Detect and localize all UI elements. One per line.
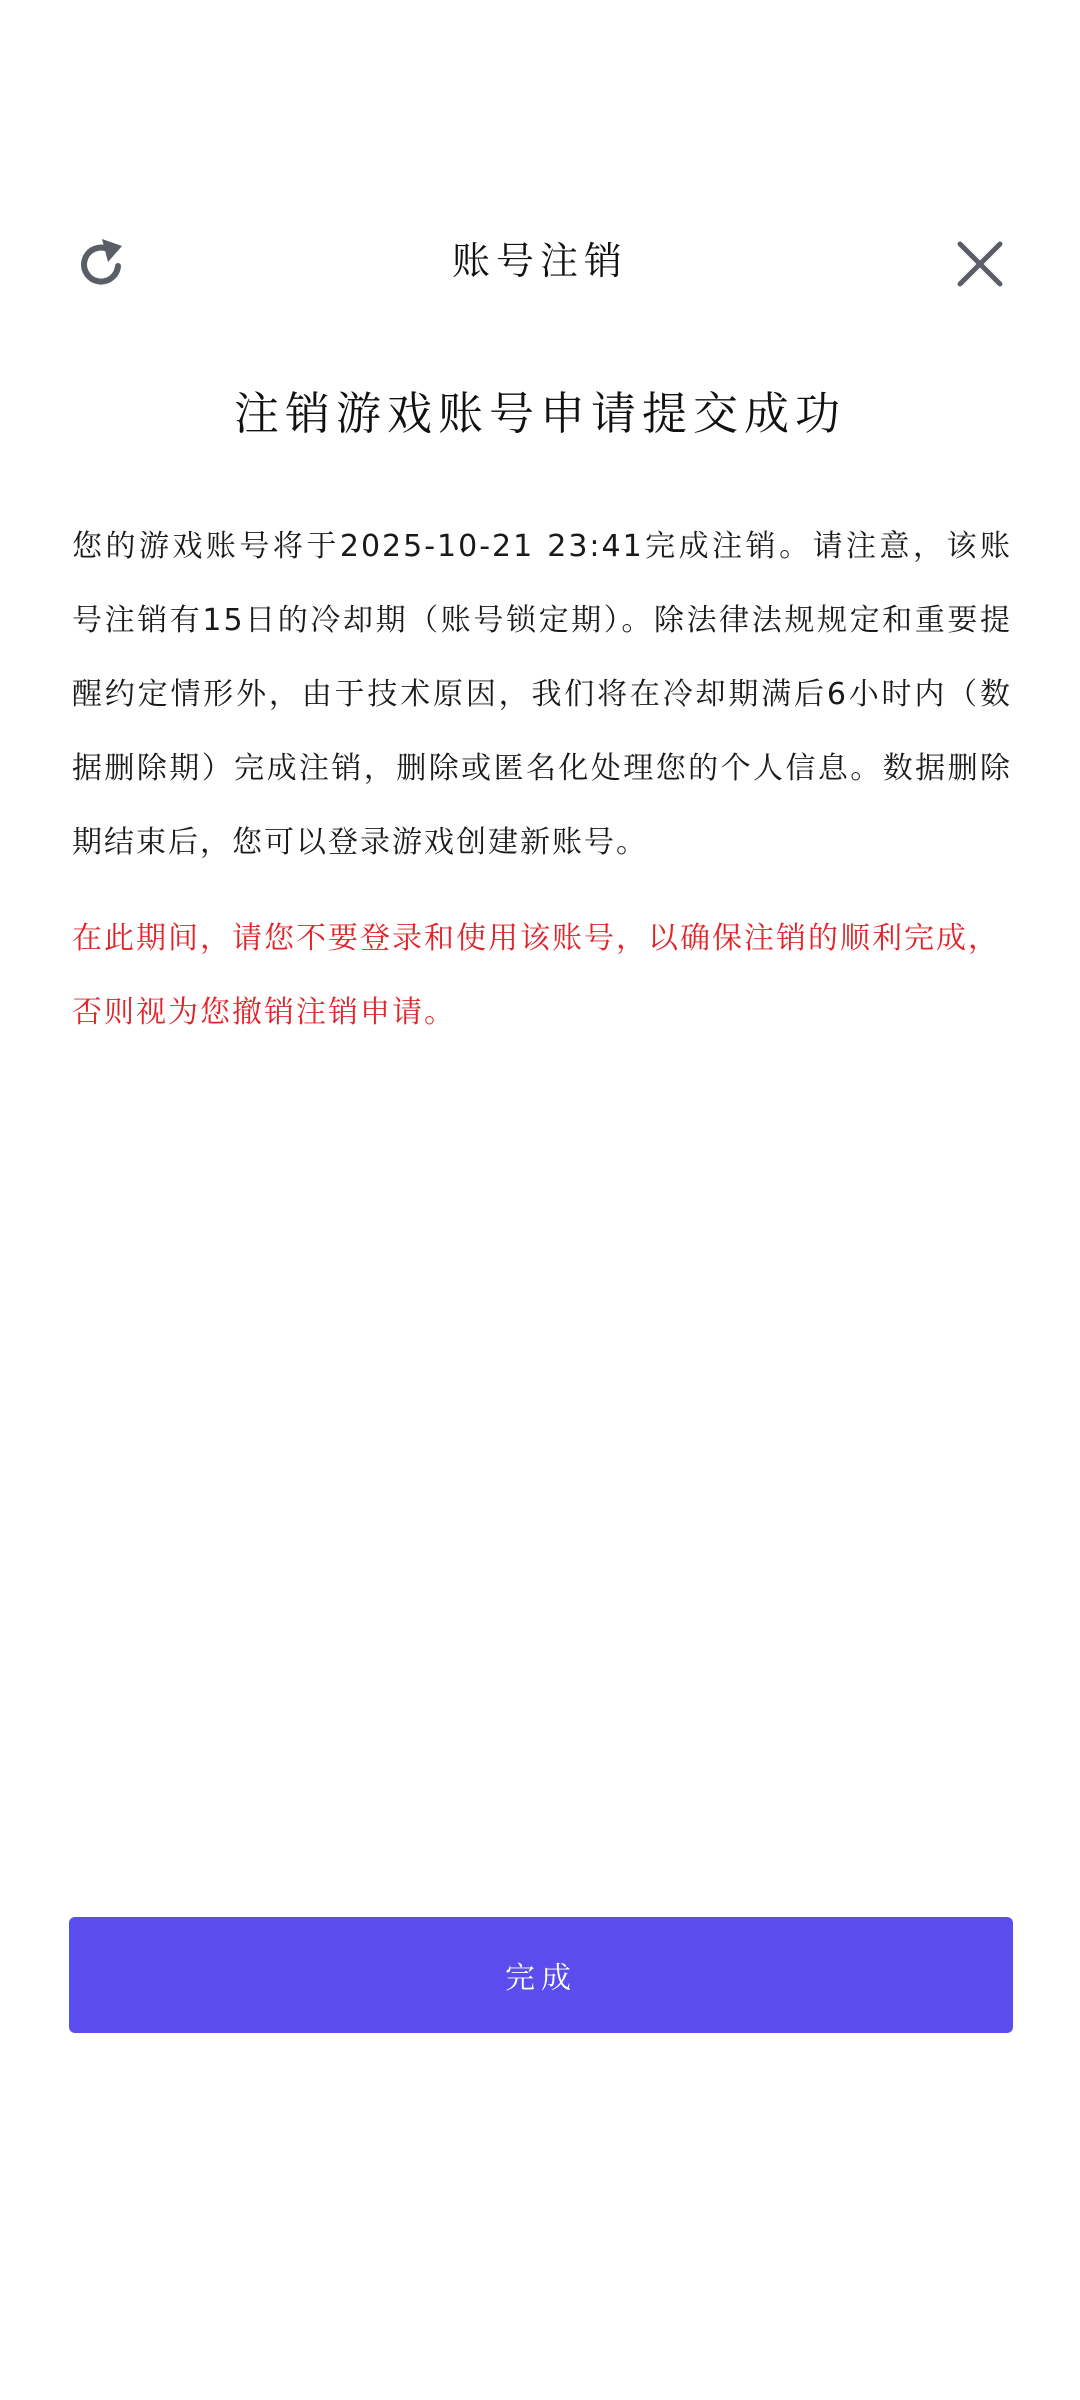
- close-button[interactable]: [944, 228, 1016, 300]
- warning-notice-text: 在此期间，请您不要登录和使用该账号，以确保注销的顺利完成，否则视为您撤销注销申请。: [72, 921, 1000, 1030]
- refresh-icon: [74, 236, 130, 292]
- done-button[interactable]: 完成: [69, 1917, 1013, 2033]
- close-icon: [954, 238, 1006, 290]
- header-bar: [0, 210, 1080, 310]
- cancellation-notice-text: 您的游戏账号将于2025-10-21 23:41完成注销。请注意，该账号注销有15日的冷却期（账号锁定期）。除法律法规规定和重要提醒约定情形外，由于技术原因，我们将在冷却期满后6小时内（数据删除期）完成注销，删除或匿名化处理您的个人信息。数据删除期结束后，您可以登录游戏创建新账号。: [72, 529, 1012, 860]
- refresh-button[interactable]: [66, 228, 138, 300]
- success-title: 注销游戏账号申请提交成功: [233, 387, 846, 440]
- page-title: 账号注销: [451, 239, 628, 283]
